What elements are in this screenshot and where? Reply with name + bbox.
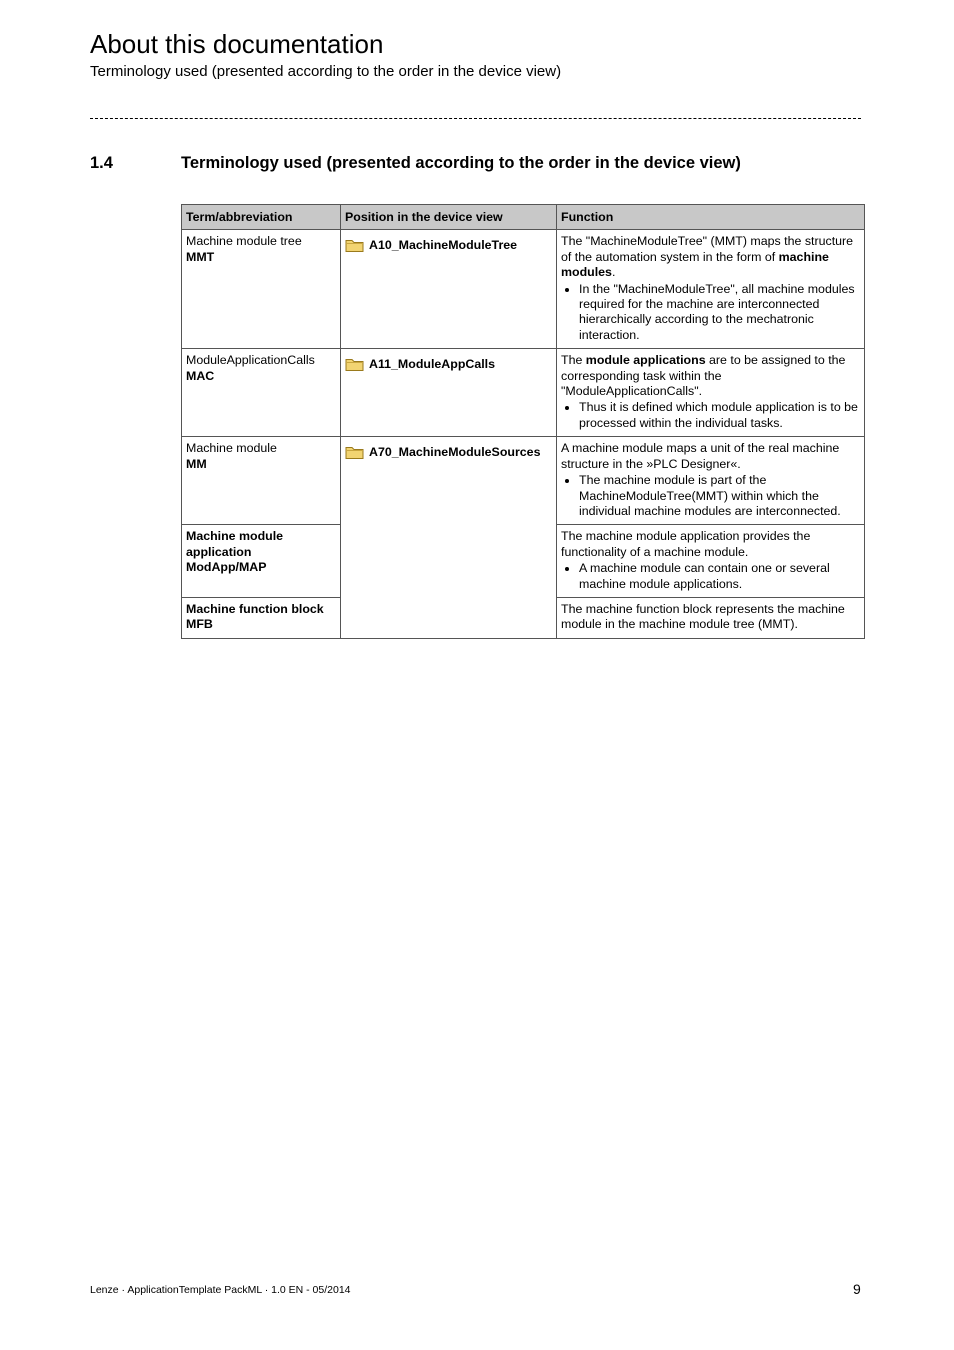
position-cell xyxy=(341,437,557,638)
function-bullet: • A machine module can contain one or several machine module applications. xyxy=(579,561,860,592)
function-text: A machine module maps a unit of the real machine structure in the »PLC Designer«. xyxy=(561,441,840,471)
term-name: Machine module application xyxy=(186,529,284,559)
table-row xyxy=(182,437,865,525)
term-name: Machine module xyxy=(186,441,277,456)
device-view-entry xyxy=(345,234,552,253)
page-subtitle: Terminology used (presented according to the order in the device view) xyxy=(90,63,562,80)
function-cell xyxy=(557,349,865,437)
position-label: A11_ModuleAppCalls xyxy=(369,356,495,371)
function-bullet: • Thus it is defined which module application is to be processed within the individual tasks. xyxy=(579,400,860,431)
function-cell xyxy=(557,597,865,638)
position-cell xyxy=(341,230,557,349)
section-title: Terminology used (presented according to the order in the device view) xyxy=(181,154,741,172)
table-row xyxy=(182,230,865,349)
term-abbreviation: MAC xyxy=(186,368,215,383)
terminology-table xyxy=(181,204,865,639)
folder-icon xyxy=(345,444,364,460)
term-abbreviation: MMT xyxy=(186,249,215,264)
device-view-entry xyxy=(345,441,552,460)
table-row xyxy=(182,349,865,437)
term-cell xyxy=(182,230,341,349)
table-header-row xyxy=(182,205,865,230)
folder-icon xyxy=(345,356,364,372)
footer-text: Lenze · ApplicationTemplate PackML · 1.0 EN - 05/2014 xyxy=(90,1284,351,1296)
section-number: 1.4 xyxy=(90,154,113,172)
term-abbreviation: ModApp/MAP xyxy=(186,560,267,575)
term-name: Machine function block xyxy=(186,601,324,616)
header-term: Term/abbreviation xyxy=(182,205,341,230)
device-view-entry xyxy=(345,353,552,372)
function-text: The module applications are to be assigned to the corresponding task within the "ModuleApplicationCalls". xyxy=(561,353,846,399)
function-bullet: • In the "MachineModuleTree", all machine modules required for the machine are interconnected hierarchically according to the mechatronic interaction. xyxy=(579,282,860,344)
term-name: Machine module tree xyxy=(186,234,302,249)
term-cell xyxy=(182,525,341,598)
folder-icon xyxy=(345,237,364,253)
function-cell xyxy=(557,525,865,598)
term-abbreviation: MFB xyxy=(186,617,213,632)
position-label: A10_MachineModuleTree xyxy=(369,237,518,252)
page-number: 9 xyxy=(853,1281,861,1297)
header-separator xyxy=(90,118,861,119)
term-cell xyxy=(182,349,341,437)
position-cell xyxy=(341,349,557,437)
header-function: Function xyxy=(557,205,865,230)
function-text: The "MachineModuleTree" (MMT) maps the structure of the automation system in the form of machine modules. xyxy=(561,234,854,280)
header-position: Position in the device view xyxy=(341,205,557,230)
position-label: A70_MachineModuleSources xyxy=(369,444,541,459)
function-bullet: • The machine module is part of the MachineModuleTree(MMT) within which the individual machine modules are interconnected. xyxy=(579,473,860,519)
function-cell xyxy=(557,437,865,525)
term-abbreviation: MM xyxy=(186,456,207,471)
term-name: ModuleApplicationCalls xyxy=(186,353,315,368)
page-title: About this documentation xyxy=(90,29,384,59)
term-cell xyxy=(182,437,341,525)
function-cell xyxy=(557,230,865,349)
function-text: The machine module application provides the functionality of a machine module. xyxy=(561,529,811,559)
term-cell xyxy=(182,597,341,638)
function-text: The machine function block represents the machine module in the machine module tree (MMT). xyxy=(561,601,845,632)
